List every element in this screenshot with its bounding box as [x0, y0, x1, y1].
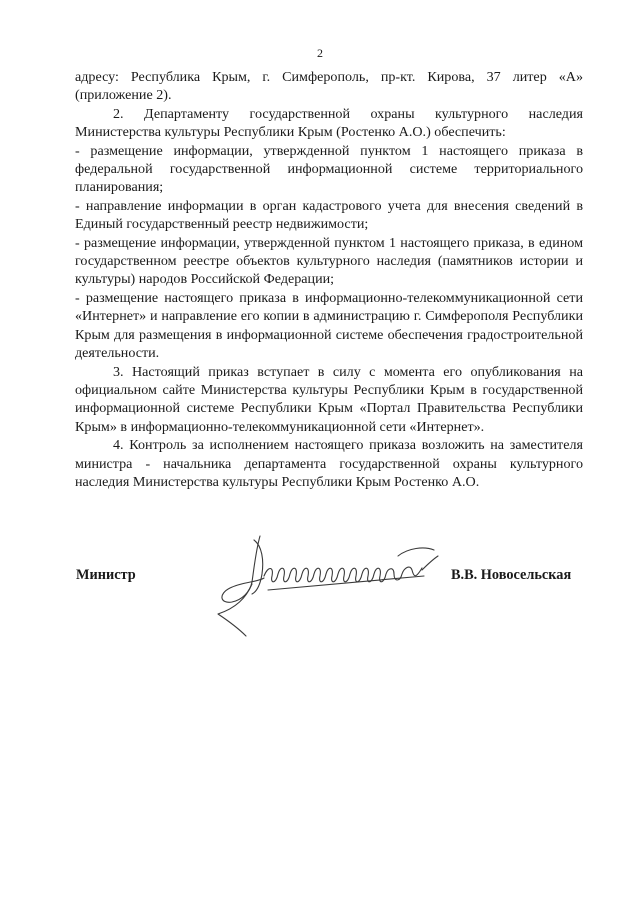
page-number: 2 [317, 46, 323, 60]
signatory-title: Министр [76, 567, 136, 583]
paragraph-bullet-2: - направление информации в орган кадастрового учета для внесения сведений в Единый государственный реестр недвижимости; [75, 197, 583, 233]
paragraph-bullet-4: - размещение настоящего приказа в информационно-телекоммуникационной сети «Интернет» и направление его копии в администрацию г. Симферополя Республики Крым для размещения в информационной системе обеспечения градостроительной деятельности. [75, 289, 583, 362]
paragraph-continuation: адресу: Республика Крым, г. Симферополь, пр-кт. Кирова, 37 литер «А» (приложение 2). [75, 69, 583, 104]
paragraph-bullet-1: - размещение информации, утвержденной пунктом 1 настоящего приказа в федеральной государственной информационной системе территориального планирования; [75, 142, 583, 196]
paragraph-item-3: 3. Настоящий приказ вступает в силу с момента его опубликования на официальном сайте Министерства культуры Республики Крым в государственной информационной системе Республики Крым «Портал Правительства Республики Крым» в информационно-телекоммуникационной сети «Интернет». [75, 363, 583, 435]
paragraph-item-2: 2. Департаменту государственной охраны культурного наследия Министерства культуры Республики Крым (Ростенко А.О.) обеспечить: [75, 105, 583, 141]
signatory-name: В.В. Новосельская [451, 567, 572, 583]
paragraph-bullet-3: - размещение информации, утвержденной пунктом 1 настоящего приказа, в едином государственном реестре объектов культурного наследия (памятников истории и культуры) народов Российской Федерации; [75, 234, 583, 288]
handwritten-signature-icon [212, 530, 448, 640]
paragraph-item-4: 4. Контроль за исполнением настоящего приказа возложить на заместителя министра - начальника департамента государственной охраны культурного наследия Министерства культуры Республики Крым Ростенко А.О. [75, 437, 583, 490]
